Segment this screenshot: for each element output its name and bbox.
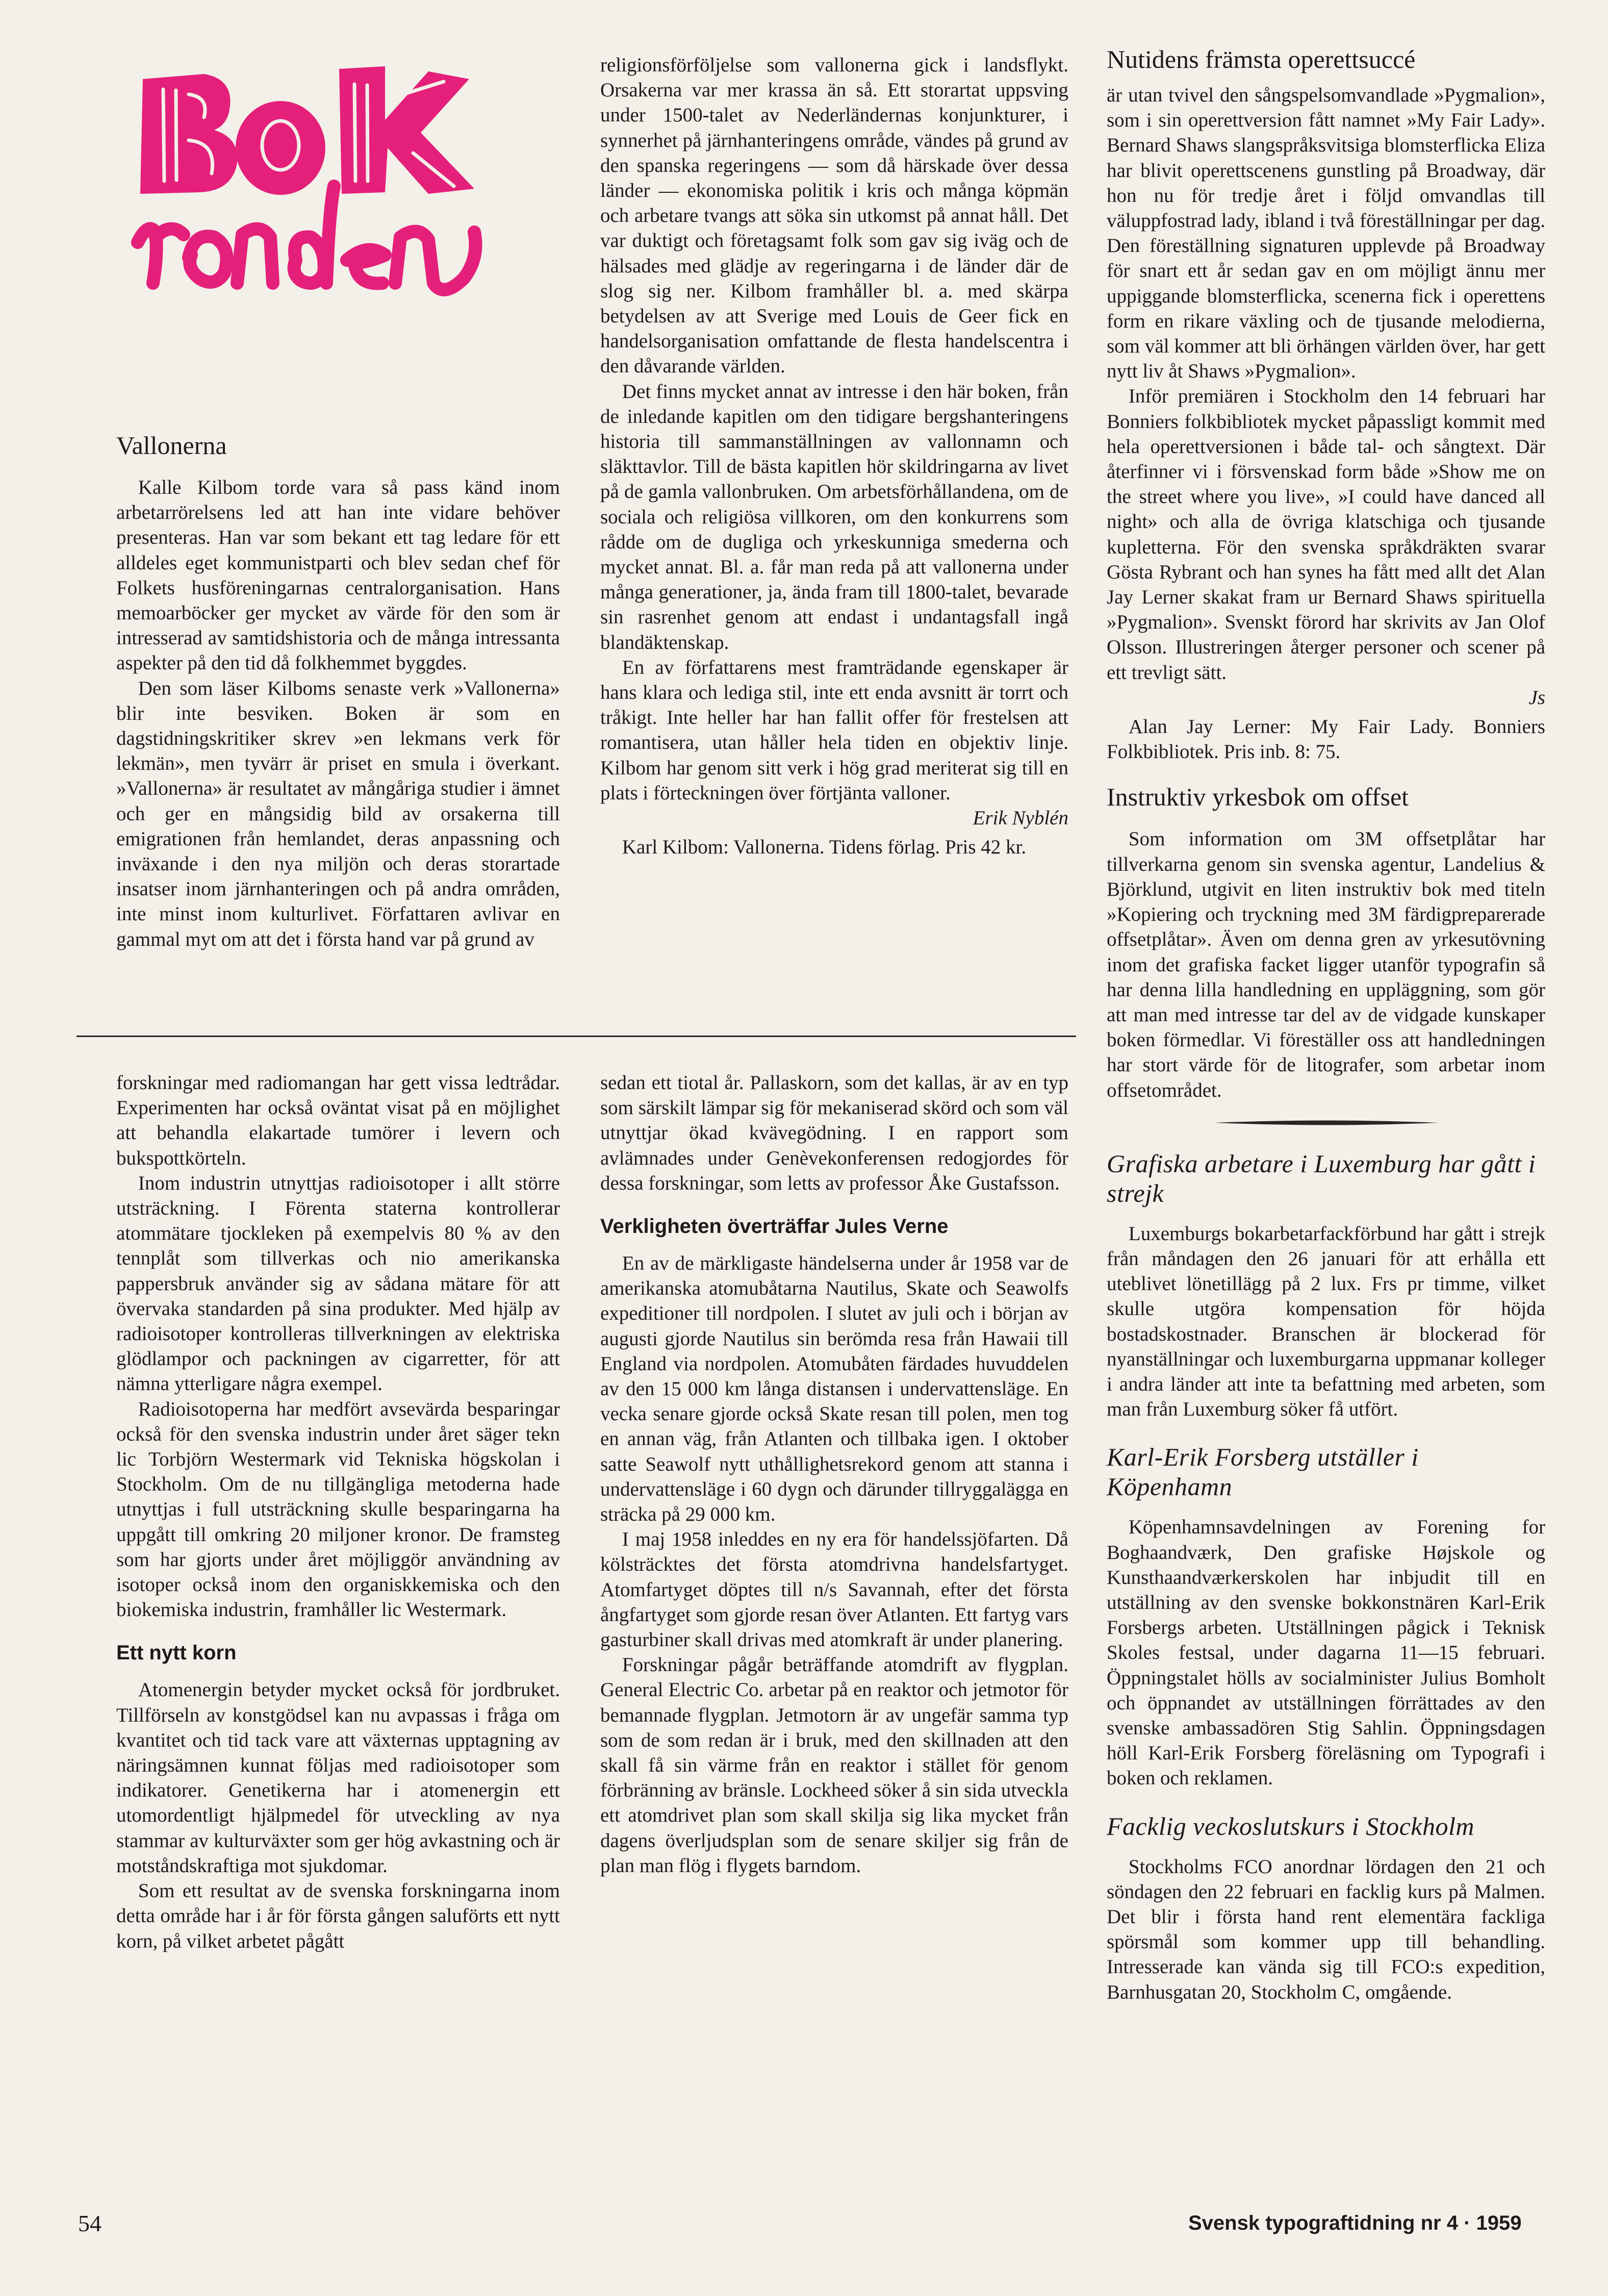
operett-p1: är utan tvivel den sångspelsomvandlade »Pygmalion», som i sin operettversion fått namnet »My Fair Lady». Bernard Shaws slangspråksvitsiga blomsterflicka Eliza har blivit operettscenens gunstling på Broadway, där hon nu för tredje året i följd omvandlas till väluppfostrad lady, ibland i två föreställningar per dag. Den föreställning signaturen upplevde på Broadway för snart ett år sedan gav en om möjligt ännu mer uppiggande blomsterflicka, scenerna fick i operettens form en rikare växling och de tjusande melodierna, som väl kommer att bli örhängen världen över, har gett nytt liv åt Shaws »Pygmalion». <box>1107 84 1545 383</box>
verne-p1: En av de märkligaste händelserna under år 1958 var de amerikanska atomubåtarna Nautilus, Skate och Seawolfs expeditioner till nordpolen. I slutet av juli och i början av augusti gjorde Nautilus sin berömda resa från Hawaii till England via nordpolen. Atomubåten färdades huvuddelen av den 15 000 km långa distansen i undervattensläge. En vecka senare gjorde också Skate resan till polen, men tog en annan väg, från Atlanten och tillbaka igen. I oktober satte Seawolf nytt uthållighetsrekord genom att stanna i undervattensläge i 60 dygn och därunder tillryggalägga en sträcka på 29 000 km. <box>600 1252 1068 1526</box>
page-number: 54 <box>78 2210 101 2236</box>
verne-article-col2 <box>600 1070 1068 1878</box>
bokronden-logo <box>127 59 484 344</box>
section-ornament <box>1214 1119 1438 1126</box>
forsberg-p1: Köpenhamnsavdelningen av Forening for Boghaandværk, Den grafiske Højskole og Kunsthaandværkerskolen har inbjudit till en utställning av den svenske bokkonstnären Karl-Erik Forsbergs arbeten. Utställningen pågick i Teknisk Skoles festsal, under dagarna 11—15 februari. Öppningstalet hölls av socialminister Julius Bomholt och öppnandet av utställningen förrättades av den svenske ambassadören Stig Sahlin. Öppningsdagen höll Karl-Erik Forsberg föreläsning om Typografi i boken och reklamen. <box>1107 1516 1545 1789</box>
vallonerna-p5: En av författarens mest framträdande egenskaper är hans klara och lediga stil, inte ett enda avsnitt är torrt och tråkigt. Inte heller har han fallit offer för frestelsen att romantisera, utan håller hela tiden en objektiv linje. Kilbom har genom sitt verk i hög grad meriterat sig till en plats i förteckningen över förtjänta valloner. <box>600 656 1068 804</box>
operett-signature: Js <box>1528 686 1545 709</box>
vallonerna-credit: Karl Kilbom: Vallonerna. Tidens förlag. Pris 42 kr. <box>622 836 1027 859</box>
radio-article-col1 <box>116 1070 560 1954</box>
forsberg-title: Karl-Erik Forsberg utställer i Köpenhamn <box>1107 1443 1419 1501</box>
kurs-p1: Stockholms FCO anordnar lördagen den 21 och söndagen den 22 februari en facklig kurs på Malmen. Det blir i första hand rent elementära fackliga spörsmål som kommer upp till behandling. Intresserade kan vända sig till FCO:s expedition, Barnhusgatan 20, Stockholm C, omgående. <box>1107 1855 1545 2003</box>
section-divider-rule <box>76 1036 1076 1037</box>
vallonerna-article-col2 <box>600 53 1068 860</box>
verne-p2: I maj 1958 inleddes en ny era för handelssjöfarten. Då kölsträcktes det första atomdrivna handelsfartyget. Atomfartyget döptes till n/s Savannah, efter det första ångfartyget som gjorde resan över Atlanten. Ett fartyg vars gasturbiner skall drivas med atomkraft är under planering. <box>600 1528 1068 1651</box>
operett-credit: Alan Jay Lerner: My Fair Lady. Bonniers Folkbibliotek. Pris inb. 8: 75. <box>1107 716 1545 763</box>
vallonerna-p4: Det finns mycket annat av intresse i den här boken, från de inledande kapitlen om den tidigare bergshanteringens historia till sammanställningen av vallonnamn och släkttavlor. Till de bästa kapitlen hör skildringarna av livet på de gamla vallonbruken. Om arbetsförhållandena, om de sociala och religiösa villkoren, om den konkurrens som rådde om de dugliga och yrkeskunniga smederna och mycket annat. Bl. a. får man reda på att vallonerna under många generationer, ja, ända fram till 1800-talet, bevarade sin rasrenhet genom att endast i undantagsfall ingå blandäktenskap. <box>600 380 1068 653</box>
verne-title: Verkligheten överträffar Jules Verne <box>600 1215 949 1238</box>
vallonerna-title: Vallonerna <box>116 431 227 460</box>
kurs-title: Facklig veckoslutskurs i Stockholm <box>1107 1811 1474 1840</box>
verne-p3: Forskningar pågår beträffande atomdrift av flygplan. General Electric Co. arbetar på en reaktor och jetmotor för bemannade flygplan. Jetmotorn är av ungefär samma typ som de som redan är i bruk, med den skillnaden att den skall få sin värme från en reaktor i stället för genom förbränning av bränsle. Lockheed söker å sin sida utveckla ett atomdrivet plan som skall skilja sig lika mycket från dagens överljudsplan som de senare skiljer sig från de plan man flög i flygets barndom. <box>600 1654 1068 1877</box>
korn-p1: Atomenergin betyder mycket också för jordbruket. Tillförseln av konstgödsel kan nu avpassas i fråga om kvantitet och tid tack vare att växternas upptagning av näringsämnen kunnat följas med radioisotoper som indikatorer. Genetikerna har i atomenergin ett utomordentligt hjälpmedel för utveckling av nya stammar av kulturväxter som ger hög avkastning och är motståndskraftiga mot sjukdomar. <box>116 1679 560 1877</box>
vallonerna-p1: Kalle Kilbom torde vara så pass känd inom arbetarrörelsens led att han inte vidare behöver presenteras. Han var som bekant ett tag ledare för ett alldeles eget kommunistparti och blev sedan chef för Folkets husföreningarnas centralorganisation. Hans memoarböcker ger mycket av värde för den som är intresserad av samtidshistoria och de många intressanta aspekter på den tid då folkhemmet byggdes. <box>116 476 560 674</box>
luxemburg-title: Grafiska arbetare i Luxemburg har gått i strejk <box>1107 1149 1536 1207</box>
luxemburg-p1: Luxemburgs bokarbetarfackförbund har gått i strejk från måndagen den 26 januari för att erhålla ett uteblivet lönetillägg på 2 lux. Frs pr timme, vilket skulle utgöra kompensation för höjda bostadskostnader. Branschen är blockerad för nyanställningar och luxemburgarna uppmanar kolleger i andra länder att inte ta befattning med arbeten, som man från Luxemburg söker få utfört. <box>1107 1222 1545 1421</box>
radio-p2: Inom industrin utnyttjas radioisotoper i allt större utsträckning. I Förenta staterna kontrollerar atommätare tjockleken på exempelvis 80 % av den tennplåt som tillverkas och nio amerikanska pappersbruk använder sig av sådana mätare för att övervaka standarden på sina produkter. Med hjälp av radioisotoper kontrolleras tillverkningen av elektriska glödlampor och packningen av cigarretter, för att nämna ytterligare några exempel. <box>116 1172 560 1395</box>
korn-p2: Som ett resultat av de svenska forskningarna inom detta område har i år för första gången saluförts ett nytt korn, på vilket arbetet pågått <box>116 1880 560 1952</box>
offset-title: Instruktiv yrkesbok om offset <box>1107 783 1409 812</box>
korn-title: Ett nytt korn <box>116 1642 237 1664</box>
korn-p3: sedan ett tiotal år. Pallaskorn, som det kallas, är av en typ som särskilt lämpar sig för mekaniserad skörd och som väl utnyttjar ökad kvävegödning. I en rapport som avlämnades under Genèvekonferensen redogjordes för dessa forskningar, som letts av professor Åke Gustafsson. <box>600 1072 1068 1194</box>
vallonerna-p2: Den som läser Kilboms senaste verk »Vallonerna» blir inte besviken. Boken är som en dagstidningskritiker skrev »en lekmans verk för lekmän», men tyvärr är priset en smula i överkant. »Vallonerna» är resultatet av mångåriga studier i ämnet och ger en mångsidig bild av orsakerna till emigrationen från hemlandet, deras anpassning och inväxande i den nya miljön och deras storartade insatser inom järnhanteringen och på andra områden, inte minst inom kulturlivet. Författaren avlivar en gammal myt om att det i första hand var på grund av <box>116 677 560 950</box>
journal-footer: Svensk typograftidning nr 4 · 1959 <box>1188 2212 1522 2234</box>
vallonerna-article-col1 <box>116 431 560 952</box>
right-column <box>1107 45 1545 2005</box>
radio-p3: Radioisotoperna har medfört avsevärda besparingar också för den svenska industrin under året säger tekn lic Torbjörn Westermark vid Tekniska högskolan i Stockholm. Om de nu tillgängliga metoderna hade utnyttjas i full utsträckning skulle besparingarna ha uppgått till omkring 20 miljoner kronor. De framsteg som har gjorts under året möjliggör användning av isotoper också inom den organiskkemiska och den biokemiska industrin, framhåller lic Westermark. <box>116 1398 560 1621</box>
vallonerna-p3: religionsförföljelse som vallonerna gick i landsflykt. Orsakerna var mer krassa än så. Ett storartat uppsving under 1500-talet av Nederländernas konjunkturer, i synnerhet på järnhanteringens område, vändes på grund av den spanska regeringens — som då härskade över dessa länder — ekonomiska politik i kris och många köpmän och arbetare tvangs att söka sin utkomst på annat håll. Det var duktigt och företagsamt folk som gav sig iväg och de hälsades med glädje av regeringarna i de länder där de slog sig ner. Kilbom framhåller bl. a. med skärpa betydelsen av att Sverige med Louis de Geer fick en handelsorganisation omfattande de flesta handelscentra i den dåvarande världen. <box>600 54 1068 377</box>
operett-p2: Inför premiären i Stockholm den 14 februari har Bonniers folkbibliotek mycket påpassligt kommit med hela operettversionen i både tal- och sångtext. Där återfinner vi i försvenskad form både »Show me on the street where you live», »I could have danced all night» och alla de övriga klatschiga och tjusande kupletterna. För den svenska språkdräkten svarar Gösta Rybrant och han synes ha fått med allt det Alan Jay Lerner skakat fram ur Bernard Shaws spirituella »Pygmalion». Svenskt förord har skrivits av Jan Olof Olsson. Illustreringen återger personer och scener på ett trevligt sätt. <box>1107 385 1545 684</box>
offset-p1: Som information om 3M offsetplåtar har tillverkarna genom sin svenska agentur, Landelius & Björklund, utgivit en liten instruktiv bok med titeln »Kopiering och tryckning med 3M färdigpreparerade offsetplåtar». Även om denna gren av yrkesutövning inom det grafiska facket ligger utanför typografin så har denna lilla handledning en uppläggning, som gör att man med intresse tar del av de vidgade kunskaper boken förmedlar. Vi föreställer oss att handledningen har stort värde för de litografer, som arbetar inom offsetområdet. <box>1107 828 1545 1101</box>
vallonerna-signature: Erik Nyblén <box>973 807 1068 829</box>
operett-title: Nutidens främsta operettsuccé <box>1107 45 1416 73</box>
radio-p1: forskningar med radiomangan har gett vissa ledtrådar. Experimenten har också oväntat visat på en möjlighet att behandla elakartade tumörer i levern och bukspottkörteln. <box>116 1072 560 1169</box>
